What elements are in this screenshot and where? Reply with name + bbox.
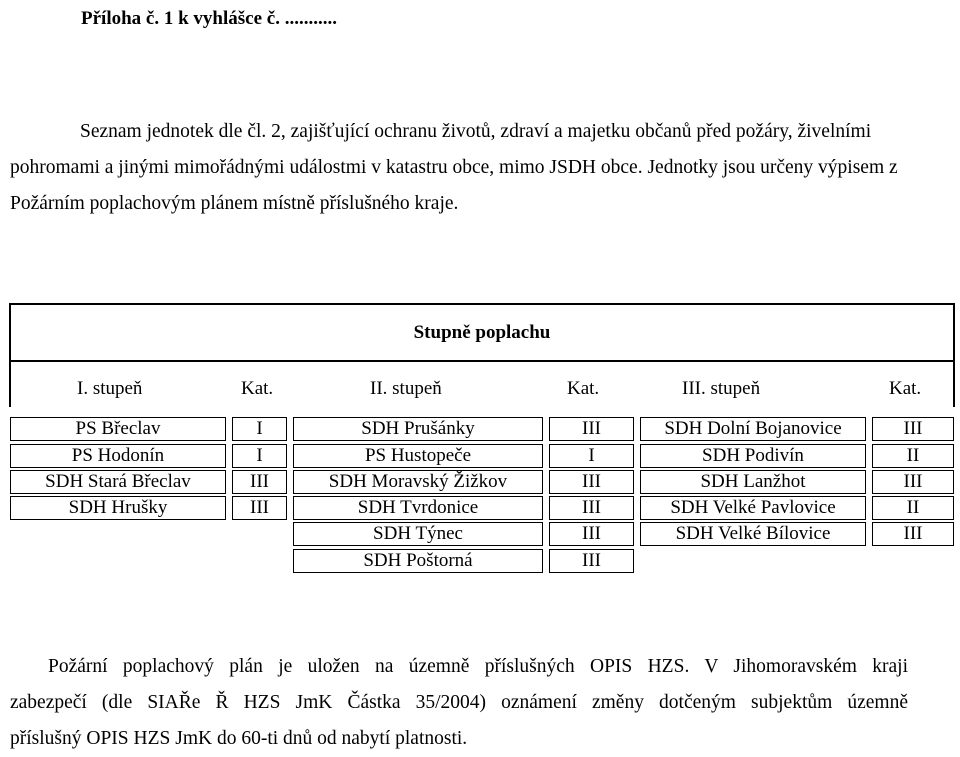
unit-name: PS Hustopeče bbox=[293, 444, 543, 468]
unit-name: PS Břeclav bbox=[10, 417, 226, 441]
document-heading: Příloha č. 1 k vyhlášce č. ........... bbox=[81, 8, 337, 29]
unit-name: SDH Velké Bílovice bbox=[640, 522, 866, 546]
unit-name: SDH Velké Pavlovice bbox=[640, 496, 866, 520]
header-kat-1: Kat. bbox=[241, 378, 274, 399]
unit-name: SDH Hrušky bbox=[10, 496, 226, 520]
table-title: Stupně poplachu bbox=[413, 322, 551, 343]
unit-name: SDH Tvrdonice bbox=[293, 496, 543, 520]
unit-category: II bbox=[872, 444, 954, 468]
unit-category: III bbox=[872, 417, 954, 441]
unit-category: I bbox=[549, 444, 634, 468]
unit-category: III bbox=[872, 522, 954, 546]
alarm-levels-header bbox=[9, 303, 955, 407]
unit-category: II bbox=[872, 496, 954, 520]
unit-category: III bbox=[549, 496, 634, 520]
footer-paragraph bbox=[10, 649, 908, 757]
unit-name: SDH Prušánky bbox=[293, 417, 543, 441]
unit-category: I bbox=[232, 444, 287, 468]
unit-category: I bbox=[232, 417, 287, 441]
unit-category: III bbox=[549, 470, 634, 494]
unit-category: III bbox=[232, 496, 287, 520]
unit-name: SDH Moravský Žižkov bbox=[293, 470, 543, 494]
unit-name: SDH Poštorná bbox=[293, 549, 543, 573]
unit-name: PS Hodonín bbox=[10, 444, 226, 468]
footer-line-2: zabezpečí (dle SIAŘe Ř HZS JmK Částka 35/2004) oznámení změny dotčeným subjektům územně bbox=[10, 692, 908, 713]
unit-category: III bbox=[549, 549, 634, 573]
header-level-3: III. stupeň bbox=[682, 378, 761, 399]
header-level-2: II. stupeň bbox=[370, 378, 442, 399]
unit-category: III bbox=[232, 470, 287, 494]
footer-line-1: Požární poplachový plán je uložen na územně příslušných OPIS HZS. V Jihomoravském kraji bbox=[48, 656, 908, 677]
unit-name: SDH Lanžhot bbox=[640, 470, 866, 494]
header-divider bbox=[11, 360, 953, 362]
unit-category: III bbox=[872, 470, 954, 494]
unit-category: III bbox=[549, 522, 634, 546]
unit-name: SDH Dolní Bojanovice bbox=[640, 417, 866, 441]
unit-name: SDH Stará Břeclav bbox=[10, 470, 226, 494]
header-level-1: I. stupeň bbox=[77, 378, 143, 399]
unit-name: SDH Podivín bbox=[640, 444, 866, 468]
header-kat-3: Kat. bbox=[889, 378, 922, 399]
unit-name: SDH Týnec bbox=[293, 522, 543, 546]
footer-line-3: příslušný OPIS HZS JmK do 60-ti dnů od nabytí platnosti. bbox=[10, 728, 468, 749]
unit-category: III bbox=[549, 417, 634, 441]
intro-paragraph: Seznam jednotek dle čl. 2, zajišťující ochranu životů, zdraví a majetku občanů před požáry, živelními pohromami a jinými mimořádnými událostmi v katastru obce, mimo JSDH obce. Jednotky jsou určeny výpisem z Požárním poplachovým plánem místně příslušného kraje. bbox=[10, 121, 898, 214]
header-kat-2: Kat. bbox=[567, 378, 600, 399]
